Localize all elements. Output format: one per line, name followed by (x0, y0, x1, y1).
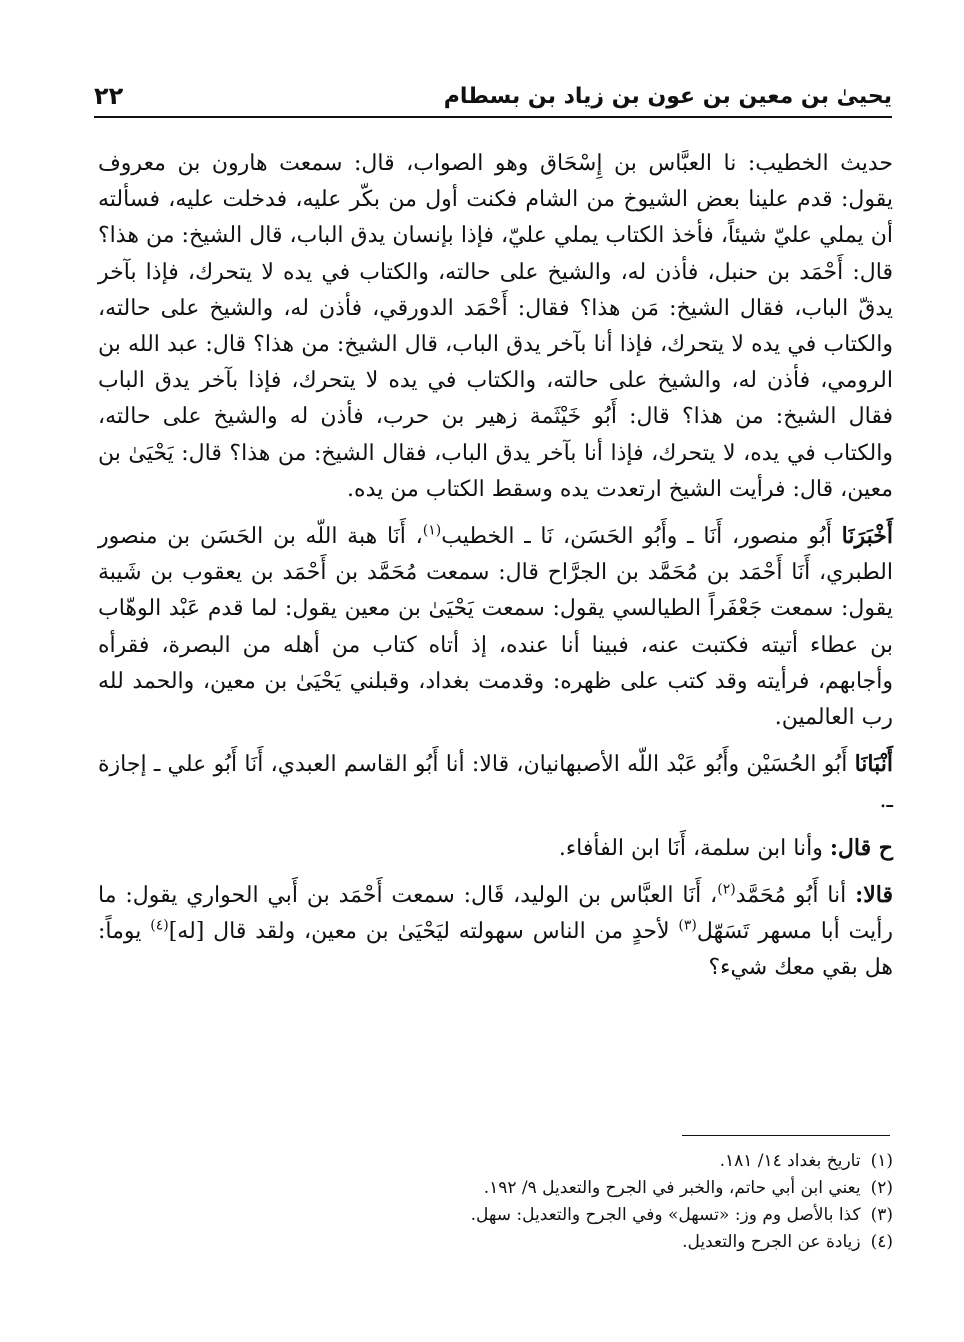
paragraph-lead: أَخْبَرَنَا (841, 523, 893, 550)
paragraph-text: أَبُو منصور، أَنَا ـ وأَبُو الحَسَن، نَا ـ الخطيب (441, 524, 842, 550)
footnote (98, 1229, 893, 1256)
footnote-ref-4: (٤) (150, 917, 169, 934)
running-title: يحيىٰ بن معين بن عون بن زياد بن بسطام (443, 84, 892, 109)
paragraph-5 (98, 877, 893, 987)
footnote-number: (٢) (870, 1178, 893, 1198)
paragraph-1 (98, 146, 893, 508)
footnote-number: (٣) (870, 1205, 893, 1225)
footnote-text: كذا بالأصل وم وز: «تسهل» وفي الجرح والتعديل: سهل. (470, 1205, 861, 1225)
footnote (98, 1148, 893, 1175)
footnote-ref-1: (١) (422, 522, 442, 539)
footnote-text: يعني ابن أبي حاتم، والخبر في الجرح والتعديل ٩/ ١٩٢. (483, 1178, 861, 1198)
footnote-number: (١) (870, 1151, 893, 1171)
footnote-number: (٤) (870, 1232, 893, 1252)
footnote-ref-2: (٢) (717, 881, 736, 898)
paragraph-4 (98, 830, 893, 867)
footnote (98, 1175, 893, 1202)
footnote-divider (682, 1135, 890, 1136)
paragraph-text-cont: ، أَنَا هبة اللّه بن الحَسَن بن منصور الطبري، أَنَا أَحْمَد بن مُحَمَّد بن الجرَّاح قال: سمعت مُحَمَّد بن أَحْمَد بن يعقوب بن شَيبة يقول: سمعت جَعْفَراً الطيالسي يقول: سمعت يَحْيَىٰ بن معين يقول: لما قدم عَبْد الوهّاب بن عطاء أتيته فكتبت عنه، فبينا أنا عنده، إذ أتاه كتاب من أهله من البصرة، فقرأه وأجابهم، فرأيته وقد كتب على ظهره: وقدمت بغداد، وقبلني يَحْيَىٰ بن معين، والحمد لله رب العالمين. (98, 524, 893, 731)
paragraph-text: وأنا ابن سلمة، أَنَا ابن الفأفاء. (558, 835, 830, 861)
paragraph-lead: أَنْبَانَا (854, 751, 893, 778)
footnote-text: زيادة عن الجرح والتعديل. (682, 1232, 861, 1252)
paragraph-2 (98, 518, 893, 736)
paragraph-lead: قالا: (855, 881, 893, 908)
paragraph-text: أنا أَبُو مُحَمَّد (735, 882, 856, 908)
paragraph-text-cont: يوماً: هل بقي معك شيء؟ (98, 919, 893, 981)
paragraph-text-cont: لأحدٍ من الناس سهولته ليَحْيَىٰ بن معين، ولقد قال [له] (168, 919, 679, 945)
paragraph-text: حديث الخطيب: نا العبَّاس بن إِسْحَاق وهو الصواب، قال: سمعت هارون بن معروف يقول: قدم علينا بعض الشيوخ من الشام فكنت أول من بكّر عليه، فدخلت عليه، فسألته أن يملي عليّ شيئاً، فأخذ الكتاب يملي عليّ، فإذا بإنسان يدق الباب، قال الشيخ: من هذا؟ قال: أَحْمَد بن حنبل، فأذن له، والشيخ على حالته، والكتاب في يده لا يتحرك، فإذا بآخر يدقّ الباب، فقال الشيخ: مَن هذا؟ فقال: أَحْمَد الدورقي، فأذن له، والشيخ على حالته، والكتاب في يده لا يتحرك، فإذا أنا بآخر يدق الباب، قال الشيخ: من هذا؟ قال: عبد الله بن الرومي، فأذن له، والشيخ على حالته، والكتاب في يده لا يتحرك، فإذا بآخر يدق الباب فقال الشيخ: من هذا؟ قال: أَبُو خَيْثَمة زهير بن حرب، فأذن له والشيخ على حالته، والكتاب في يده، لا يتحرك، فإذا أنا بآخر يدق الباب، فقال الشيخ: من هذا؟ قال: يَحْيَىٰ بن معين، قال: فرأيت الشيخ ارتعدت يده وسقط الكتاب من يده. (98, 151, 893, 502)
paragraph-lead: ح قال: (829, 834, 893, 861)
paragraph-3 (98, 746, 893, 819)
footnotes (98, 1148, 893, 1256)
page-header (94, 80, 892, 118)
footnote-ref-3: (٣) (678, 917, 697, 934)
footnote (98, 1202, 893, 1229)
body-text (98, 146, 893, 996)
paragraph-text: أَبُو الحُسَيْن وأَبُو عَبْد اللّه الأصبهانيان، قالا: أنا أَبُو القاسم العبدي، أَنَا أَبُو علي ـ إجازة ـ. (98, 752, 893, 814)
paragraph-text-cont: ، أَنَا العبَّاس بن الوليد، قَال: سمعت أَحْمَد بن أَبي الحواري يقول: ما رأيت أبا مسهر تَسَهّل (98, 882, 893, 945)
page-number: ٢٢ (94, 82, 124, 110)
footnote-text: تاريخ بغداد ١٤/ ١٨١. (719, 1151, 861, 1171)
